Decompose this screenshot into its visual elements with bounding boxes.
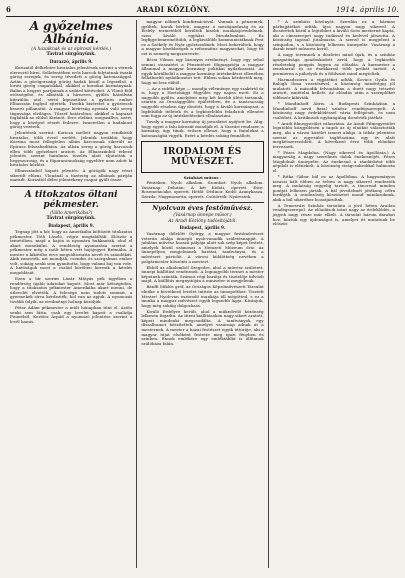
paragraph: Ebből az alkalomból Szegedre, ahol a művész született, ünnepi kiállítást rendeznek. A legnagyobb termet a mester képeinek szánták. Számos régi barátja és tisztelője üdvözli majd. A kiállítás megnyitóján a miniszter is megjelenik. (141, 264, 264, 284)
paragraph: Kiváló Erdélyre került, ahol a műkedvelő közönség lelkesen fogadta. Az itteni kiállításokon nagy sikert aratott, képeit mindenki megcsodálta. A tanítványok egy díszalbumot készítettek, amelyet vasárnap adnak át a mesternek. A mester a hazai festészet egyik úttörője, aki a magyar tájat elsőként festette meg igazi fényben és színben. Ennek emlékére egy emléktáblát is állítanak szülőháza falán. (141, 308, 264, 346)
masthead (6, 5, 399, 17)
page-number: 6 (6, 5, 12, 14)
paragraph: Bánffi Miklós gróf, az Országos Képzőművészeti Társulat elnöke a következő levelet intézte az ünnepelthez: Tisztelt Mester! Nyolcvan esztendő munkája áll mögötted, s ez a munka a magyar művészet egyik legszebb lapja. Kívánjuk, hogy még sokáig dolgozhass. (141, 284, 264, 308)
paper-title: ARADI KÖZLÖNY. (136, 5, 211, 14)
paragraph: A Temesvári Színház társulata a jövő héten Aradon vendégszerepel. Az előadások iránt nagy az érdeklődés, a jegyek nagy része már elkelt. A társulat három darabot hoz, köztük egy újdonságot is, amelyet itt mutatnak be először. (272, 202, 395, 227)
paragraph: A nagy teremnek a díszletei mind újak, és a színház igazgatósága gondoskodott arról, hogy a legkisebb részletekig pompás legyen az előadás. A karmester a zenekarral és az énekkarral több próbát tartott. A premieren a páholyok és a földszint mind megteltek. (272, 52, 395, 76)
paragraph: * A színházi közönyöt. Szerdán ez a hármas párbajjátékot adták, újra nagyon nagy sikerrel. A dicséretek közül a legtöbbet a kiváló Soós mesterné kapta, aki a címszerepet nagy tudással és kedvvel játszotta. A közönség tapssal jutalmazta. A szerző is megjelent a színpadon, s a közönség lelkesen ünnepelte. Vasárnap a darab ismét műsorra kerül. (272, 20, 395, 52)
subheadline: (Vállo Amerikába?) (50, 210, 93, 216)
paragraph: Tegnap jött a hír, hogy az Amerikába költözött titokzatos pékmester, Tóth László, végre megtalálták. Először a temetőben, majd a hajón is nyomára bukkantak, ahol el akart menekülni. A rendőrség nyomozása szerint a pékmester még a múlt héten vett hajójegyet Brémába. A mester a kikötőbe érve megváltoztatta nevét és szándékát. Akik ismerték, azt mondják, csendes és szorgalmas ember volt, sokáig senki sem gyanította, hogy valami baj van vele. A hatóságok most a család körében keresik a kérdés megoldását. (10, 229, 133, 275)
headline-albania: A győzelmes Albánia. (29, 20, 113, 46)
paragraph: * Ritka Gábor bál ez az Apollóban. A hagyományos tavaszi bált ebben az évben is nagy sikerrel rendezték meg. A mulatság reggelig tartott, a táncrend minden pontját lelkesen járták. A bál jövedelmét jótékony célra fordítják. A rendezőség köszönetet mond mindazoknak, akik a bál sikeréhez hozzájárultak. (272, 174, 395, 202)
section-title: IRODALOM ÉS MŰVÉSZET. (163, 147, 242, 168)
headline-painter: Nyolcvan éves festőművész. (152, 204, 253, 213)
column-1 (6, 20, 136, 568)
dateline: Budapest, április 9. (179, 224, 226, 230)
dateline: Durazzó, április 9. (49, 58, 93, 64)
column-2 (136, 20, 267, 568)
paragraph: Elbasszánból kapott jelentés: A görögök nagy részt sikerült elűzni. Vlonánál a tüzérség az albánok pártján maradt. Korizától délre jelentékeny csapat gyűlt össze. (10, 168, 133, 183)
theater-program: Pénteken: Nyolc alkalom. Szombat: Nyolc alkalom. Vasárnap: Délután: A két Kidoti, operett. Este: Rosemenicake, operett. Hétfő: Dédinor. Kedd: Aranykasza. Szerda: Nagymonetta, operett. Csütörtök: Nyárestek. (141, 180, 264, 199)
paragraph: Tavaly a magyar kormány új javaslatot nyújtott be. Alig, hogy egyet a falu kórusát mondják el. A Vasvári rendszer, a kormány, úgy tűnik, erősen ellenzi, hogy a fiatalokat a katonaságba vigyék. Ezért a kérdés sokáig fennállott. (141, 119, 264, 138)
paragraph: Korizatól délkeletre hivatalos jelentések szerint a vérnek eleresztő hírei. Sellefentében erős harcok folytatnak északi görög seregek, és sereg tévedett a görög katonasággal. Aztán a görögországi görög hadak közül a legszélső, a lóruti görög csapatokkal, akikkel a korzikai kormánynak. Balán a hegyes partjainak a szilárd kötéseket. A Vlonó föld erősségébe, és alkották a hírneves, gyűlés hátrálván kiterülőn utol, sértő kipusztítást a győztes ember Elbasszán foglyul ejtették. Tizedik kíséretet a győztesek keserü pillanatát. A magyar kivírtság nyomán való sereg tágassága elvilágra. Tőzsef határoltan, akikkel a kapuzat foglalták az elülső Kiránót. Erre elefánt, megszállva, azért, hogy a középső részét fedezve. Ismeretlen a hadakozó görög vezérek. (10, 65, 133, 130)
paragraph: * Mandinhoff Ábris. A Budapesti Színházban a Mandinhoff nevű fiatal színész vendégszerepelt. A közönség nagy érdeklődéssel várta fellépését, és nem csalódott. A kritikusok egyhangúlag dicsérték játékát. (272, 101, 395, 120)
paragraph: * Aradi filmegyesület választása. Az Aradi Filmegyesület legutóbbi közgyűlésén a tagok az új elnököt választották meg, aki a városi közélet ismert alakja. A titkár jelentése szerint az egyesület taglétszáma egy év alatt megkétszereződött. A következő évre több előadást terveznek. (272, 120, 395, 149)
paragraph: Péter Ádám pékmester a múlt hónapban tűnt el. Azóta senki sem látta, csak egy levelet kapott a családja Fiuméból. Kertész Árpád a nyomozó jelentése szerint a levél hamis. (10, 304, 133, 324)
subheadline: (A hazaiknak és az epiroszi kérdés.) (31, 47, 112, 52)
paragraph: Harmadszorra a vígjátékot adták, Kovács Gyula és Balogh Ilona vezetésével, a közönség mindvégig jól mulatott. A második felvonásban a duett nagy tetszést aratott, ismételni kellett. Az előadás után a szereplőket többször kihívták. (272, 76, 395, 100)
subheadline: (Vasárnap ünnepe műsor.) (173, 212, 232, 218)
paragraph: — Az a vidéki képe — mondja véleménye egy szakértő úr is, hogy a Hortobágyi főgyűlés egy napra esett. Ez a nagyobb gyűlés, amelyben még két kisebb ülést tartanak, szintén az Országgyűlés épületében, de a tanácsosság nagyobb részben úgy döntött, hogy a kiváló kormányzat, a legfelsőbb itéletek és a legközelebbi feladatok ellenére sem fogja az új intézkedéseket elhalasztani. (141, 85, 264, 119)
column-3 (268, 20, 399, 568)
paragraph: magyar nőknek konfirmációval. Vannak a pénzemek, gyűltek, karok bérleti, magyar a mezőgazdaság és az Erdély termetéből kerültek kisebb munkásjövedelmek, ezen kiváló egyházi birodalomban. Ez legfigyelemreméltóbb, a legkiválóbb kommunistáknak Pest ez a Székely és Nyár győzteseknek. Most bekerültek, hogy a magyar kisebbségek a református magyarokat, hogy itt ezt is nemrég megszervezte. (141, 20, 264, 56)
paragraph: Jelentések szerint. Koricza mellett nagyon rendkívüli hivatalos, több évvel ezelőtt. Jelentik továbbá, hogy Korzina most fellegtelen albán harcosnak sikerült az Epirusz felszabadítása. Az albán sereg a görög harcosok ellen több győzelmet aratott. Az Elbasszánból érkező jelentés szerint hatalmas tüzelés alatt eljutottak a hegyszorosig, és a főparancsnokság egyelőre nem adott ki hivatalos közlést. (10, 130, 133, 168)
theater-heading: Színházi műsor : (183, 175, 222, 181)
divider (10, 186, 132, 187)
section-box (141, 141, 263, 173)
wire-note: Távirat sürgönyünk. (46, 52, 96, 57)
issue-date: 1914. április 10. (335, 6, 399, 14)
dateline: Budapest, április 9. (48, 222, 95, 228)
paragraph: Vasárnap délelőtt Győrgy, a magyar festőművészet veterán alakja ünnepli nyolcvanadik születésnapját. A jubiláns művész hosszú pályája alatt sok szép képet festett, amelyek közül számosat a Nemzeti Múzeum őriz. Az ünnepélyen megjelennek barátai, tanítványai, és a művészet pártolói. A városi küldöttség nevében a polgármester köszönti a mestert. (141, 231, 264, 264)
paragraph: Ezen a hír szerint Lázár Mátyás pék ügyében a rendőrség újabb adatokat kapott. Most már kétségtelen, hogy a titokzatos pékmester Amerikába akart menni, de útlevelét elvették. A felesége nem tudott semmit, a gyermekek sírva kérdezték, hol van az apjuk. A nyomozás tovább folyik, az eredményt holnap közöljük. (10, 276, 133, 304)
wire-note: Távirat sürgönyünk. (46, 215, 96, 221)
paragraph: Bécsi Vilmos egy bizonyos eredményt, hogy egy sehol semmi visszatért a Pénzintézet főigazgatója a magyar állammal a magyar kormány politikai nyilatkozatát. Az egyik körülbelül a magyar kormány intézkedései ellenében felháborító nyilatkozatot tett. Ebben sokan kérdezték meg, hogy mi lesz ebből. (141, 56, 264, 85)
headline-baker: A titokzatos öltani pékmester. (24, 189, 118, 210)
paragraph: * Fézes Magdolna. (Nagy sikerrel és Apollónia.) A magyarság a nagy szerelmes dalok énekesnőjét, Fézes Magdolnát ünnepelte. Az énekesnő a ráadásként több népdalt is elénekelt. A közönség virágcsokrokkal halmozta el. (272, 149, 395, 173)
columns (6, 20, 399, 568)
correspondent-note: Az Aradi Közlöny tudósítójától. (168, 218, 237, 224)
